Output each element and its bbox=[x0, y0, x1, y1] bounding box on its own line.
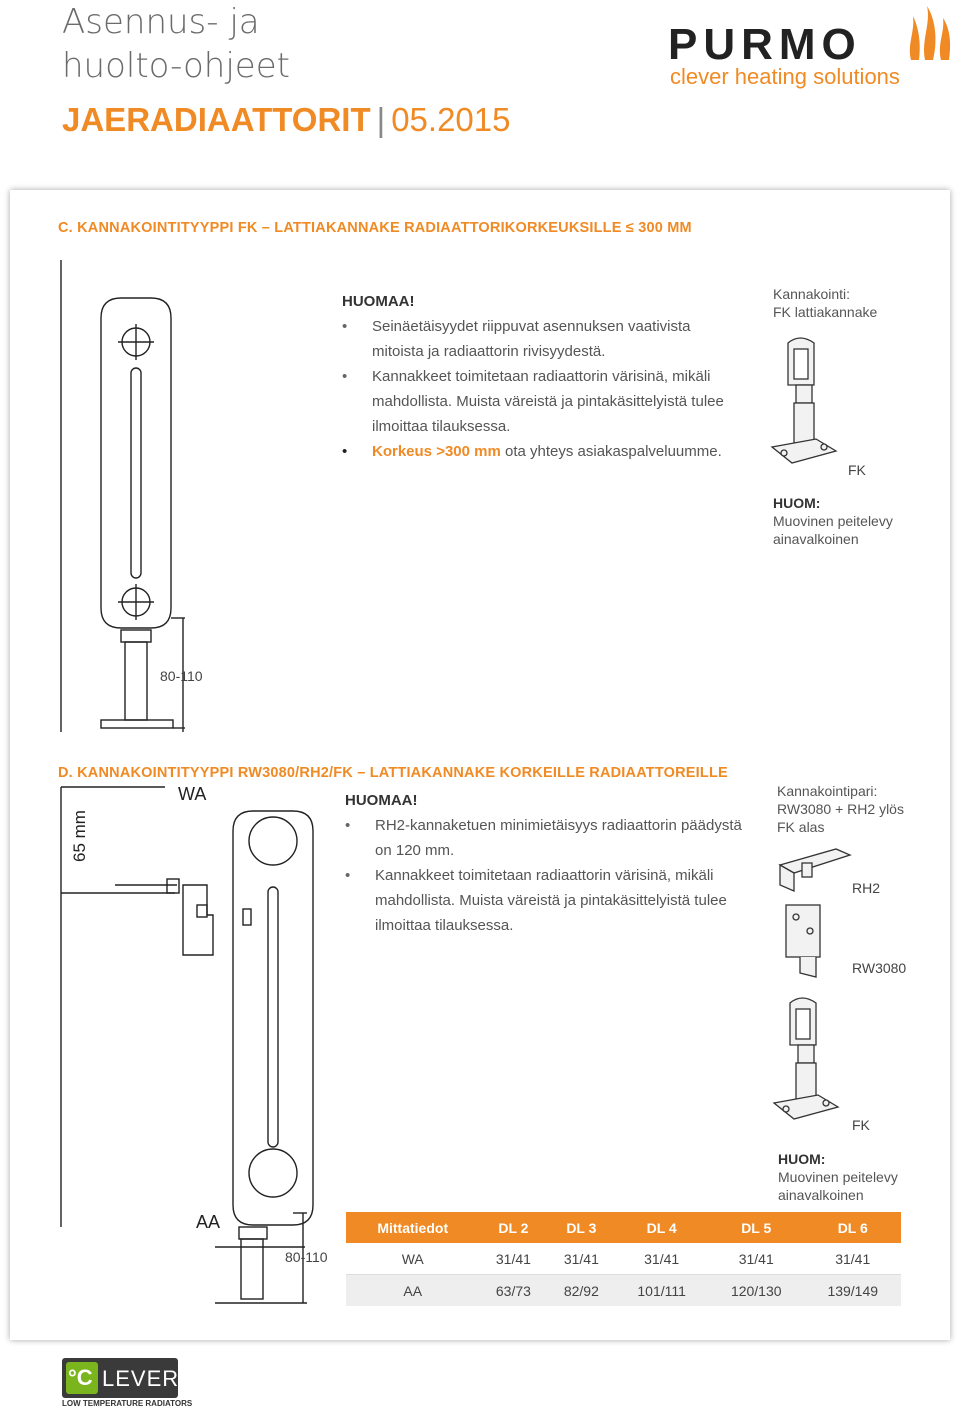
note-bullet bbox=[342, 439, 742, 464]
pair-label bbox=[777, 782, 904, 836]
title-line-1: Asennus- ja bbox=[62, 2, 260, 42]
table-header: Mittatiedot bbox=[346, 1212, 479, 1243]
rw3080-label: RW3080 bbox=[852, 960, 907, 976]
huom-note-d bbox=[778, 1150, 898, 1204]
aa-label: AA bbox=[196, 1212, 221, 1232]
huom-note-c bbox=[773, 494, 893, 548]
note-highlight: Korkeus >300 mm bbox=[372, 443, 501, 460]
section-d-heading: D. KANNAKOINTITYYPPI RW3080/RH2/FK – LATTIAKANNAKE KORKEILLE RADIAATTOREILLE bbox=[58, 765, 728, 781]
wa-label: WA bbox=[178, 784, 207, 804]
table-header: DL 6 bbox=[804, 1212, 901, 1243]
subtitle-separator: | bbox=[376, 101, 386, 138]
rh2-rw3080-bracket-icon bbox=[776, 845, 856, 985]
table-row bbox=[346, 1275, 901, 1307]
table-header: DL 5 bbox=[708, 1212, 804, 1243]
rh2-label: RH2 bbox=[852, 880, 881, 896]
brand-name: PURMO bbox=[668, 20, 862, 69]
table-header-row bbox=[346, 1212, 901, 1243]
table-cell: 139/149 bbox=[804, 1275, 901, 1307]
huom-title: HUOM: bbox=[773, 495, 821, 511]
table-cell: 63/73 bbox=[479, 1275, 547, 1307]
subtitle-date: 05.2015 bbox=[391, 101, 511, 138]
table-header: DL 3 bbox=[547, 1212, 615, 1243]
note-bullet: • RH2-kannaketuen minimietäisyys radiaattorin päädystä on 120 mm. bbox=[345, 813, 745, 863]
note-title: HUOMAA! bbox=[342, 293, 415, 310]
purmo-logo bbox=[668, 20, 908, 69]
note-title: HUOMAA! bbox=[345, 792, 418, 809]
fk-label-d: FK bbox=[852, 1117, 870, 1133]
tagline: clever heating solutions bbox=[670, 64, 900, 89]
table-cell: 31/41 bbox=[708, 1243, 804, 1275]
mm-label: 65 mm bbox=[70, 810, 89, 862]
table-cell: 31/41 bbox=[615, 1243, 708, 1275]
note-bullet: • Kannakkeet toimitetaan radiaattorin värisinä, mikäli mahdollista. Muista väreistä ja pintakäsittelyistä tulee ilmoittaa tilauksessa. bbox=[345, 863, 745, 938]
clever-subtitle: LOW TEMPERATURE RADIATORS bbox=[62, 1399, 193, 1408]
fk-bracket-icon bbox=[770, 335, 850, 475]
dim-label-d: 80-110 bbox=[285, 1249, 328, 1265]
huom-line: Muovinen peitelevy bbox=[778, 1169, 898, 1185]
note-bullet: • Kannakkeet toimitetaan radiaattorin värisinä, mikäli mahdollista. Muista väreistä ja pintakäsittelyistä tulee ilmoittaa tilauksessa. bbox=[342, 364, 742, 439]
radiator-fk-drawing bbox=[55, 258, 255, 734]
table-cell: 31/41 bbox=[804, 1243, 901, 1275]
clever-degree: °C bbox=[68, 1365, 93, 1390]
fk-label-c: FK bbox=[848, 462, 866, 478]
flame-logo-icon bbox=[905, 4, 955, 62]
fk-bracket-icon bbox=[772, 995, 852, 1125]
dimension-table bbox=[346, 1212, 901, 1306]
huom-line: ainavalkoinen bbox=[778, 1187, 864, 1203]
clever-logo bbox=[62, 1358, 178, 1398]
table-header: DL 4 bbox=[615, 1212, 708, 1243]
pair-label-line: FK alas bbox=[777, 819, 825, 835]
table-cell: 31/41 bbox=[547, 1243, 615, 1275]
section-d-note bbox=[345, 788, 745, 938]
huom-title: HUOM: bbox=[778, 1151, 826, 1167]
table-cell: 82/92 bbox=[547, 1275, 615, 1307]
mount-label bbox=[773, 285, 877, 321]
subtitle bbox=[62, 100, 511, 140]
pair-label-line: Kannakointipari: bbox=[777, 783, 878, 799]
huom-line: ainavalkoinen bbox=[773, 531, 859, 547]
table-cell: 120/130 bbox=[708, 1275, 804, 1307]
section-c-heading: C. KANNAKOINTITYYPPI FK – LATTIAKANNAKE RADIAATTORIKORKEUKSILLE ≤ 300 MM bbox=[58, 220, 692, 236]
note-bullet: • Seinäetäisyydet riippuvat asennuksen vaativista mitoista ja radiaattorin rivisyydestä. bbox=[342, 314, 742, 364]
note-text: ota yhteys asiakaspalveluumme. bbox=[505, 443, 722, 460]
table-cell: 101/111 bbox=[615, 1275, 708, 1307]
huom-line: Muovinen peitelevy bbox=[773, 513, 893, 529]
clever-word: LEVER bbox=[102, 1366, 180, 1391]
section-c-note bbox=[342, 289, 742, 464]
title-line-2: huolto-ohjeet bbox=[62, 46, 290, 86]
table-cell: AA bbox=[346, 1275, 479, 1307]
table-cell: 31/41 bbox=[479, 1243, 547, 1275]
table-cell: WA bbox=[346, 1243, 479, 1275]
subtitle-product: JAERADIAATTORIT bbox=[62, 101, 371, 138]
pair-label-line: RW3080 + RH2 ylös bbox=[777, 801, 904, 817]
dim-label-c: 80-110 bbox=[160, 668, 203, 684]
table-row bbox=[346, 1243, 901, 1275]
table-header: DL 2 bbox=[479, 1212, 547, 1243]
mount-label-line1: Kannakointi: bbox=[773, 286, 851, 302]
mount-label-line2: FK lattiakannake bbox=[773, 304, 878, 320]
